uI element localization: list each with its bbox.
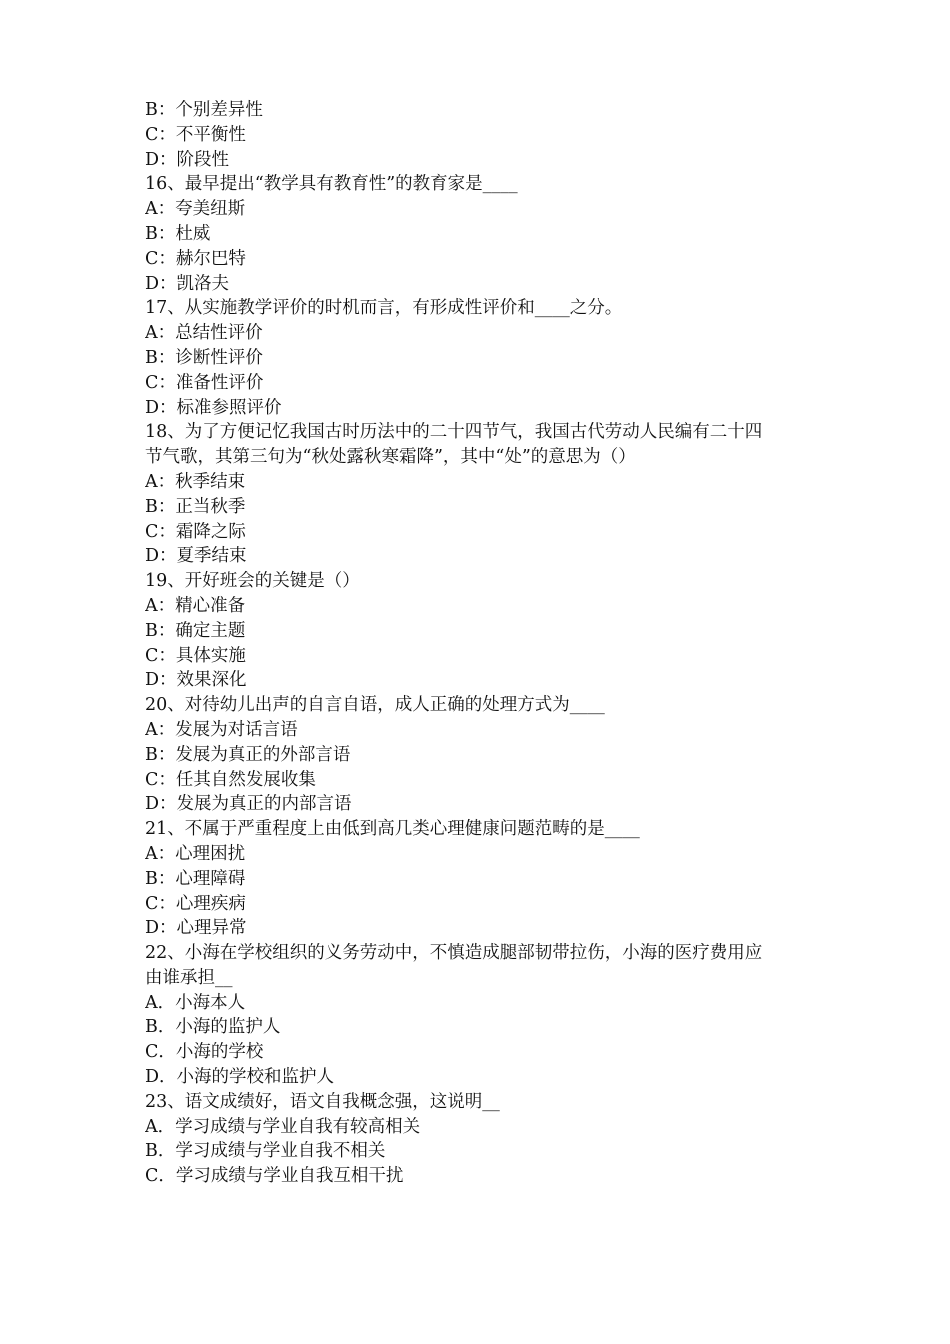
q18-option-c: C：霜降之际 [145,521,246,542]
q23-option-a: A．学习成绩与学业自我有较高相关 [145,1116,421,1137]
q17-option-d: D：标准参照评价 [145,397,282,418]
q20-option-b: B：发展为真正的外部言语 [145,744,351,765]
question-22-line-1: 22、小海在学校组织的义务劳动中，不慎造成腿部韧带拉伤，小海的医疗费用应 [145,943,763,964]
question-23: 23、语文成绩好，语文自我概念强，这说明__ [145,1091,500,1112]
option-d-line: D：阶段性 [145,149,230,170]
q19-option-c: C：具体实施 [145,645,246,666]
q20-option-a: A：发展为对话言语 [145,719,298,740]
question-18-line-1: 18、为了方便记忆我国古时历法中的二十四节气，我国古代劳动人民编有二十四 [145,422,763,443]
q20-option-c: C：任其自然发展收集 [145,769,316,790]
q22-option-c: C．小海的学校 [145,1042,264,1063]
q21-option-a: A：心理困扰 [145,843,246,864]
q22-option-a: A．小海本人 [145,992,246,1013]
option-b-line: B：个别差异性 [145,100,263,120]
q16-option-b: B：杜威 [145,223,211,244]
q21-option-d: D：心理异常 [145,918,247,939]
question-text-block [145,98,815,1189]
q19-option-d: D：效果深化 [145,670,247,691]
q16-option-c: C：赫尔巴特 [145,248,246,269]
q19-option-b: B：确定主题 [145,620,246,641]
q16-option-d: D：凯洛夫 [145,273,230,294]
q19-option-a: A：精心准备 [145,595,246,616]
q21-option-c: C：心理疾病 [145,893,246,914]
q16-option-a: A：夸美纽斯 [145,199,246,220]
question-19: 19、开好班会的关键是（） [145,571,360,592]
question-21: 21、不属于严重程度上由低到高几类心理健康问题范畴的是____ [145,819,640,840]
q18-option-a: A：秋季结束 [145,471,246,492]
q22-option-d: D．小海的学校和监护人 [145,1067,335,1088]
q18-option-b: B：正当秋季 [145,496,246,517]
q23-option-c: C．学习成绩与学业自我互相干扰 [145,1166,404,1187]
option-c-line: C：不平衡性 [145,124,246,145]
q17-option-b: B：诊断性评价 [145,347,263,368]
question-17: 17、从实施教学评价的时机而言，有形成性评价和____之分。 [145,298,623,319]
q20-option-d: D：发展为真正的内部言语 [145,794,352,815]
q17-option-c: C：准备性评价 [145,372,264,393]
q17-option-a: A：总结性评价 [145,323,263,344]
q18-option-d: D：夏季结束 [145,546,247,567]
question-20: 20、对待幼儿出声的自言自语，成人正确的处理方式为____ [145,695,605,716]
question-22-line-2: 由谁承担__ [145,967,233,988]
q23-option-b: B．学习成绩与学业自我不相关 [145,1141,386,1162]
question-16: 16、最早提出“教学具有教育性”的教育家是____ [145,174,518,195]
question-18-line-2: 节气歌，其第三句为“秋处露秋寒霜降”，其中“处”的意思为（） [145,447,636,468]
q21-option-b: B：心理障碍 [145,868,246,889]
q22-option-b: B．小海的监护人 [145,1017,281,1038]
